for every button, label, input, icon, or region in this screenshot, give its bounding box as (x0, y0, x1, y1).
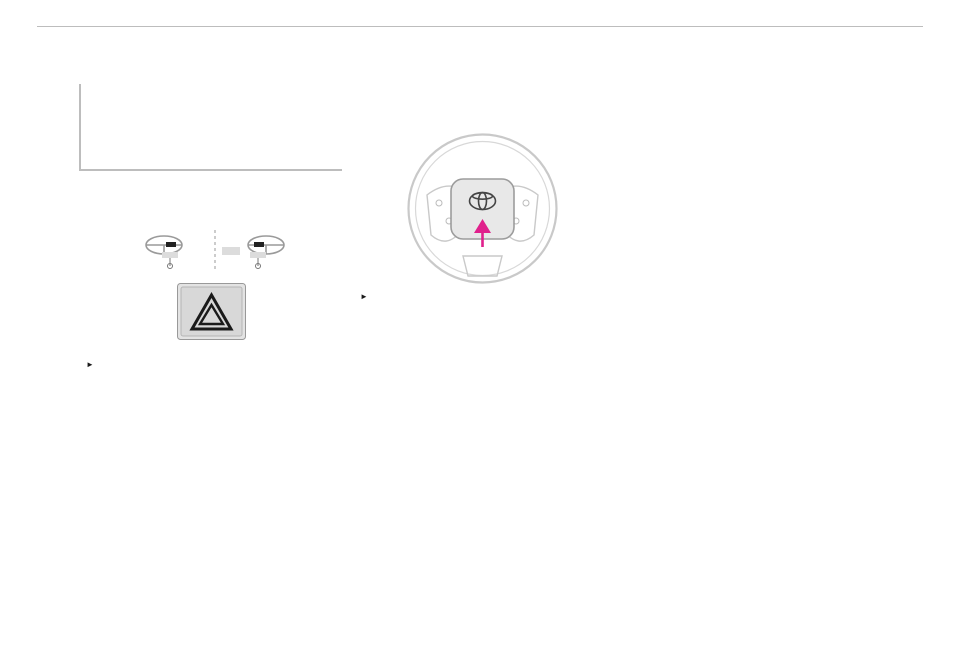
hazard-step (86, 359, 346, 373)
steering-wheel-icon (146, 236, 182, 254)
hazard-steering-illustration (136, 228, 294, 272)
intro-text-box (79, 84, 342, 171)
steering-wheel-icon (405, 131, 560, 286)
steering-wheel-icon (248, 236, 284, 254)
hazard-step-line (86, 359, 346, 373)
horn-step (360, 291, 610, 305)
horn-step-line (360, 291, 610, 305)
hazard-button-icon (177, 283, 246, 340)
header-rule (37, 26, 923, 27)
